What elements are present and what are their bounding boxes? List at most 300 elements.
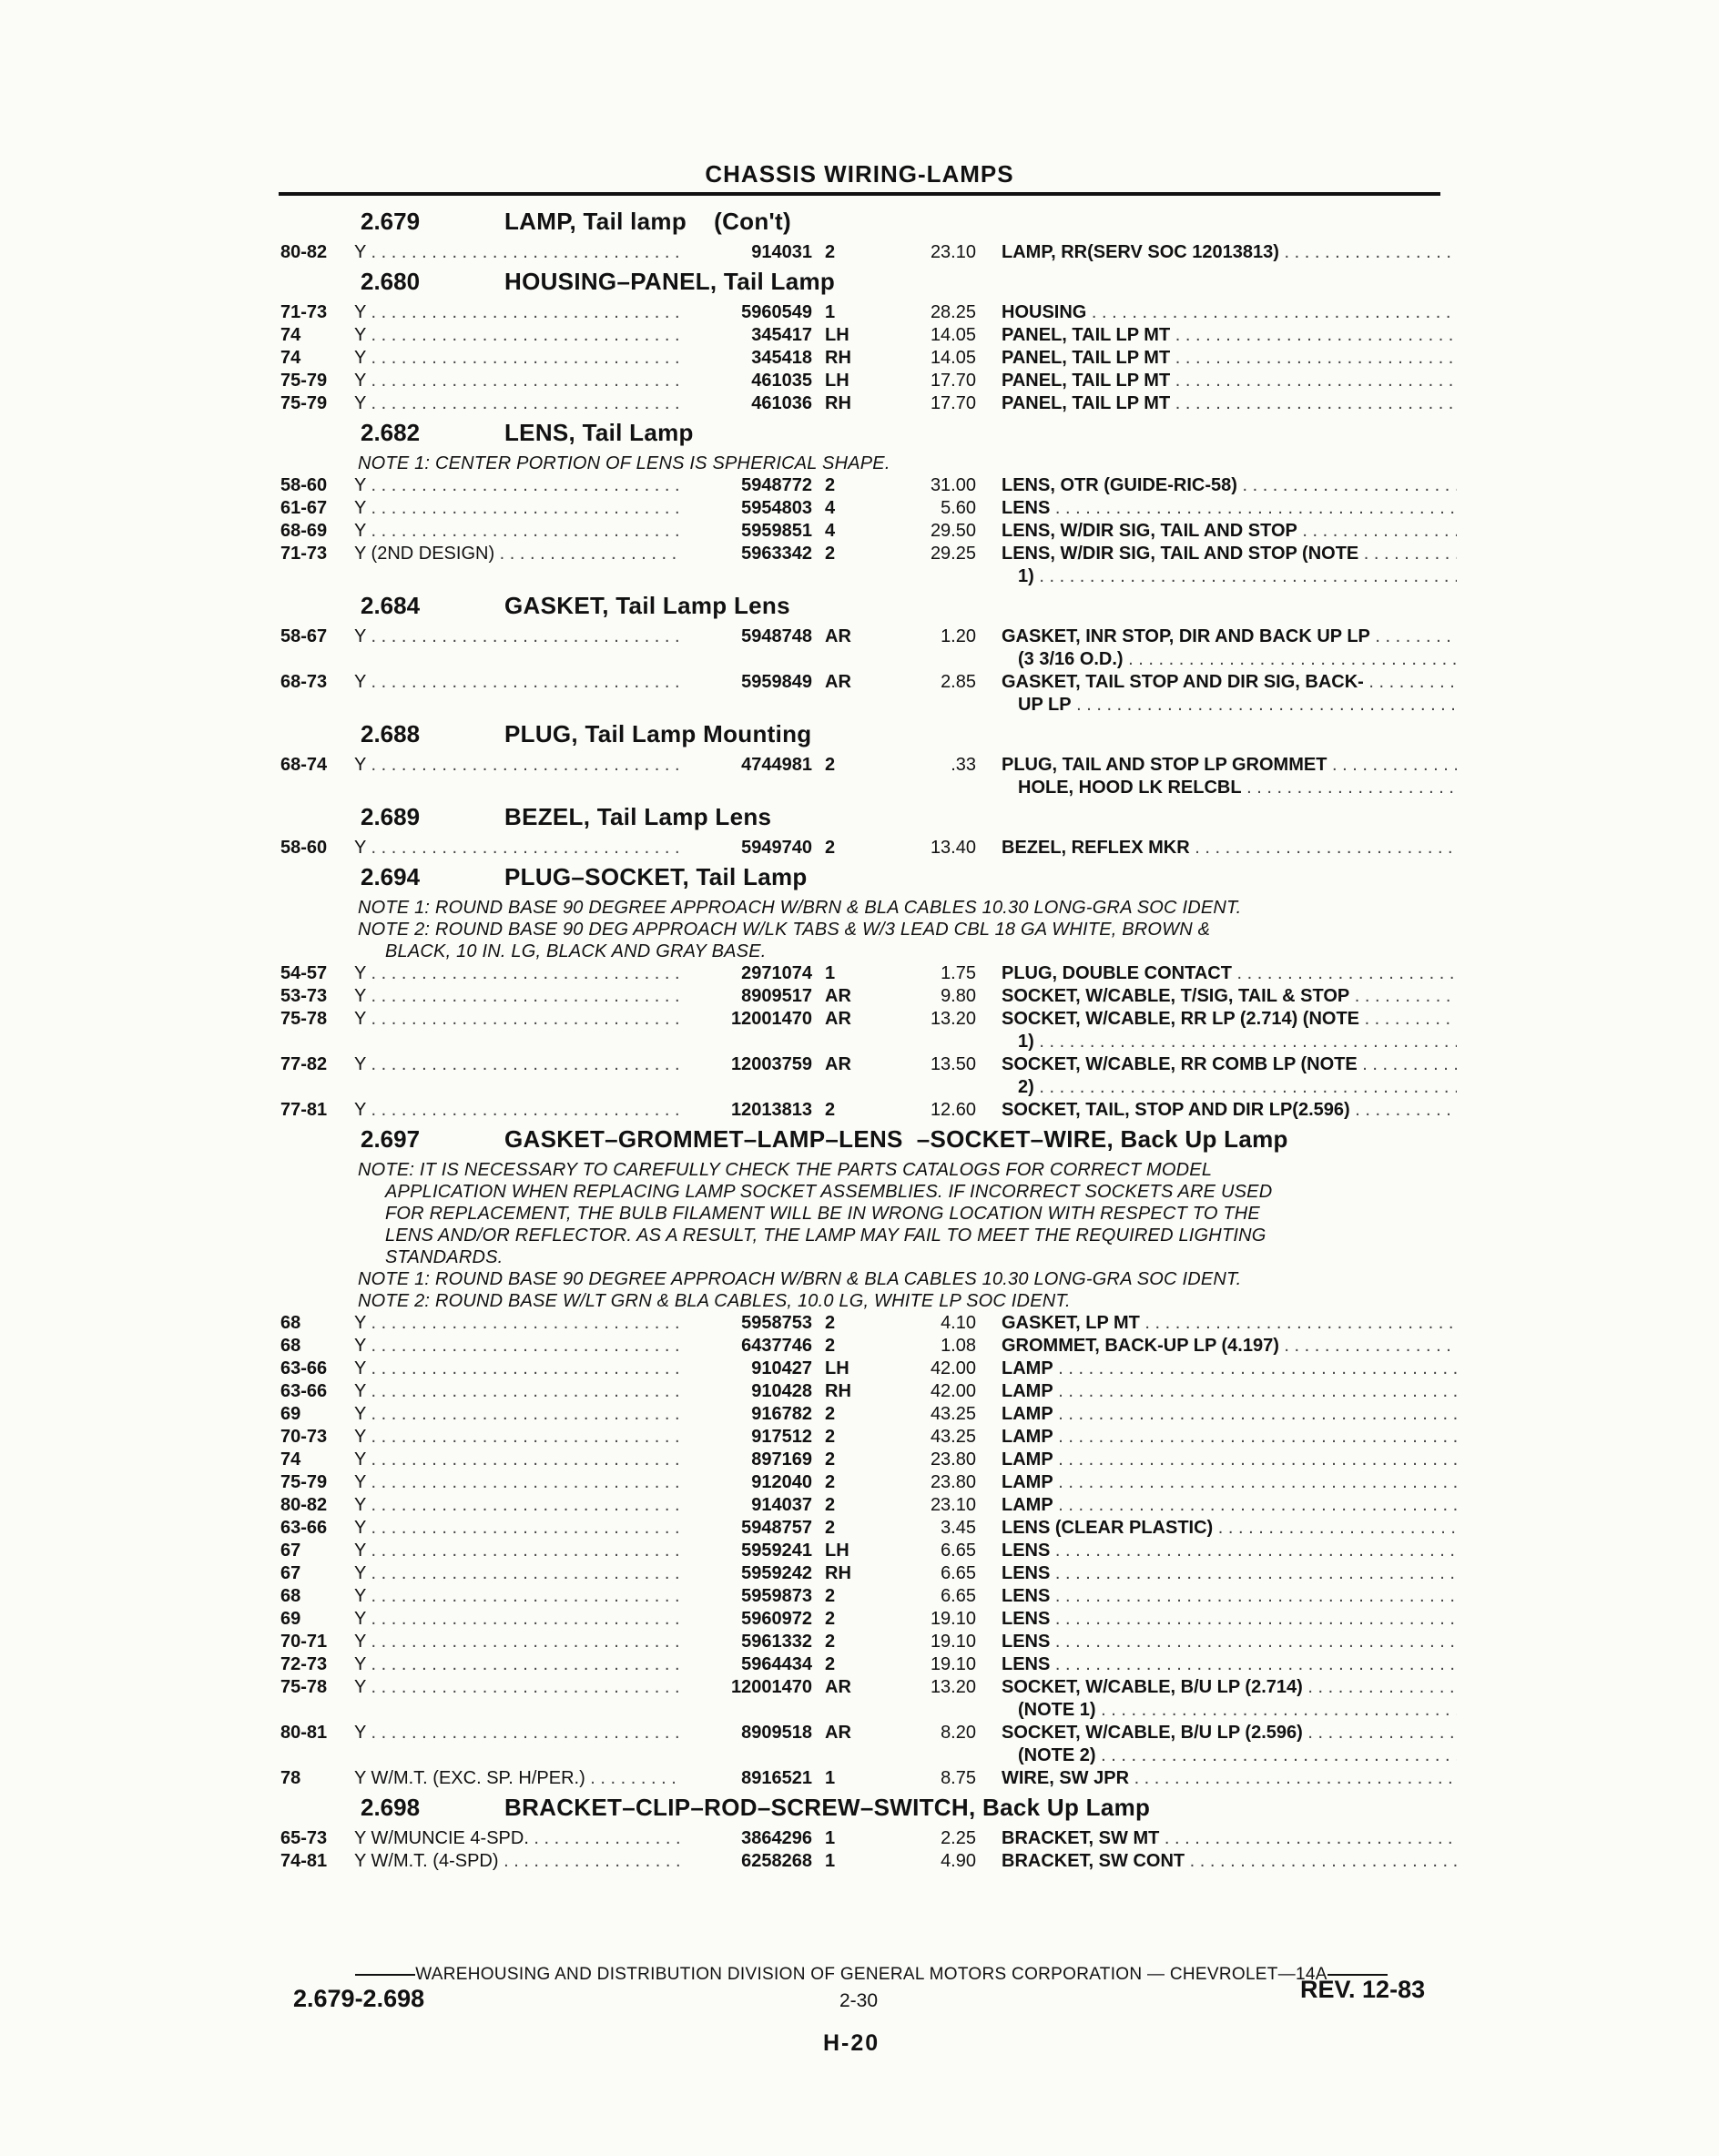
part-number: 2971074 bbox=[741, 963, 812, 983]
description-line: LENS (CLEAR PLASTIC) . . . bbox=[1002, 1517, 1457, 1540]
description bbox=[1002, 347, 1457, 370]
part-row bbox=[273, 1827, 1457, 1850]
section-number: 2.682 bbox=[361, 419, 421, 446]
part-number: 914037 bbox=[751, 1495, 812, 1515]
quantity: 2 bbox=[825, 1632, 836, 1652]
description-line: GASKET, TAIL STOP AND DIR SIG, BACK- . . . bbox=[1002, 671, 1457, 694]
description bbox=[1002, 543, 1457, 588]
quantity: 1 bbox=[825, 302, 836, 322]
price: .33 bbox=[951, 755, 976, 775]
price: 1.20 bbox=[941, 626, 976, 646]
price: 43.25 bbox=[930, 1427, 976, 1447]
application: Y . . . bbox=[354, 324, 682, 347]
description-line: PANEL, TAIL LP MT . . . bbox=[1002, 324, 1457, 347]
part-number: 5959241 bbox=[741, 1541, 812, 1561]
application: Y . . . bbox=[354, 1540, 682, 1562]
description-line: 2) . . . bbox=[1002, 1076, 1457, 1099]
section-header bbox=[273, 592, 1457, 625]
description-line: PLUG, DOUBLE CONTACT . . . bbox=[1002, 962, 1457, 985]
application: Y . . . bbox=[354, 301, 682, 324]
application: Y . . . bbox=[354, 1358, 682, 1380]
description bbox=[1002, 671, 1457, 717]
quantity: LH bbox=[825, 371, 849, 391]
model-years: 63-66 bbox=[280, 1518, 328, 1538]
part-number: 916782 bbox=[751, 1404, 812, 1424]
part-number: 5960972 bbox=[741, 1609, 812, 1629]
description bbox=[1002, 962, 1457, 985]
part-row bbox=[273, 1312, 1457, 1335]
description bbox=[1002, 324, 1457, 347]
page-title: CHASSIS WIRING-LAMPS bbox=[705, 160, 1014, 188]
part-number: 12001470 bbox=[731, 1009, 812, 1029]
model-years: 61-67 bbox=[280, 498, 328, 518]
section-header bbox=[273, 1794, 1457, 1827]
application: Y . . . bbox=[354, 1585, 682, 1608]
model-years: 75-79 bbox=[280, 393, 328, 413]
footer-section-range: 2.679-2.698 bbox=[293, 1985, 425, 2012]
model-years: 68-69 bbox=[280, 521, 328, 541]
quantity: 4 bbox=[825, 521, 836, 541]
model-years: 53-73 bbox=[280, 986, 328, 1006]
part-number: 5949740 bbox=[741, 838, 812, 858]
description bbox=[1002, 497, 1457, 520]
model-years: 75-78 bbox=[280, 1009, 328, 1029]
description bbox=[1002, 1827, 1457, 1850]
part-number: 461036 bbox=[751, 393, 812, 413]
model-years: 74 bbox=[280, 348, 301, 368]
model-years: 75-79 bbox=[280, 1472, 328, 1492]
description bbox=[1002, 1380, 1457, 1403]
quantity: AR bbox=[825, 1054, 851, 1074]
description-line: LAMP . . . bbox=[1002, 1471, 1457, 1494]
part-row bbox=[273, 671, 1457, 717]
note-text: NOTE 2: ROUND BASE 90 DEG APPROACH W/LK TABS & W/3 LEAD CBL 18 GA WHITE, BROWN & bbox=[358, 920, 1211, 940]
description-line: LENS, OTR (GUIDE-RIC-58) . . . bbox=[1002, 474, 1457, 497]
part-number: 5948748 bbox=[741, 626, 812, 646]
price: 19.10 bbox=[930, 1632, 976, 1652]
description bbox=[1002, 1767, 1457, 1790]
model-years: 78 bbox=[280, 1768, 301, 1788]
application: Y . . . bbox=[354, 347, 682, 370]
model-years: 74 bbox=[280, 325, 301, 345]
description-line: SOCKET, TAIL, STOP AND DIR LP(2.596) . . . bbox=[1002, 1099, 1457, 1122]
description bbox=[1002, 1335, 1457, 1358]
quantity: 2 bbox=[825, 1518, 836, 1538]
footer-publisher-line bbox=[293, 1965, 1449, 1985]
footer-page-number: 2-30 bbox=[839, 1990, 879, 2011]
model-years: 58-60 bbox=[280, 475, 328, 495]
price: 42.00 bbox=[930, 1381, 976, 1401]
part-number: 8909517 bbox=[741, 986, 812, 1006]
application: Y . . . bbox=[354, 1676, 682, 1699]
application: Y . . . bbox=[354, 241, 682, 264]
description bbox=[1002, 1426, 1457, 1449]
section-note bbox=[273, 1290, 1368, 1312]
note-continuation: LENS AND/OR REFLECTOR. AS A RESULT, THE LAMP MAY FAIL TO MEET THE REQUIRED LIGHTING bbox=[385, 1225, 1266, 1246]
part-row bbox=[273, 1380, 1457, 1403]
model-years: 63-66 bbox=[280, 1358, 328, 1378]
description bbox=[1002, 837, 1457, 859]
part-row bbox=[273, 241, 1457, 264]
price: 13.40 bbox=[930, 838, 976, 858]
section-header bbox=[273, 419, 1457, 453]
quantity: 2 bbox=[825, 1609, 836, 1629]
note-text: NOTE 2: ROUND BASE W/LT GRN & BLA CABLES, 10.0 LG, WHITE LP SOC IDENT. bbox=[358, 1291, 1071, 1311]
application: Y . . . bbox=[354, 1099, 682, 1122]
description bbox=[1002, 1008, 1457, 1053]
part-row bbox=[273, 497, 1457, 520]
application: Y . . . bbox=[354, 962, 682, 985]
section-header bbox=[273, 268, 1457, 301]
part-row bbox=[273, 543, 1457, 588]
section-title: PLUG–SOCKET, Tail Lamp bbox=[504, 863, 808, 890]
quantity: 2 bbox=[825, 1495, 836, 1515]
description-line: LAMP . . . bbox=[1002, 1494, 1457, 1517]
price: 4.10 bbox=[941, 1313, 976, 1333]
quantity: AR bbox=[825, 626, 851, 646]
application: Y . . . bbox=[354, 1608, 682, 1631]
quantity: 2 bbox=[825, 1472, 836, 1492]
price: 1.75 bbox=[941, 963, 976, 983]
quantity: LH bbox=[825, 1358, 849, 1378]
description bbox=[1002, 1449, 1457, 1471]
part-number: 8916521 bbox=[741, 1768, 812, 1788]
application: Y . . . bbox=[354, 671, 682, 694]
part-row bbox=[273, 1008, 1457, 1053]
model-years: 74-81 bbox=[280, 1851, 328, 1871]
description bbox=[1002, 1585, 1457, 1608]
part-number: 910427 bbox=[751, 1358, 812, 1378]
description bbox=[1002, 370, 1457, 392]
description-line: (NOTE 2) . . . bbox=[1002, 1744, 1457, 1767]
part-number: 5963342 bbox=[741, 544, 812, 564]
model-years: 68-74 bbox=[280, 755, 328, 775]
model-years: 58-67 bbox=[280, 626, 328, 646]
model-years: 70-71 bbox=[280, 1632, 328, 1652]
description-line: SOCKET, W/CABLE, B/U LP (2.714) . . . bbox=[1002, 1676, 1457, 1699]
part-row bbox=[273, 625, 1457, 671]
section-title: PLUG, Tail Lamp Mounting bbox=[504, 720, 812, 747]
description bbox=[1002, 625, 1457, 671]
part-row bbox=[273, 1517, 1457, 1540]
note-text: NOTE 1: CENTER PORTION OF LENS IS SPHERICAL SHAPE. bbox=[358, 453, 890, 473]
price: 6.65 bbox=[941, 1586, 976, 1606]
part-row bbox=[273, 347, 1457, 370]
price: 23.80 bbox=[930, 1472, 976, 1492]
price: 8.20 bbox=[941, 1723, 976, 1743]
model-years: 65-73 bbox=[280, 1828, 328, 1848]
part-number: 3864296 bbox=[741, 1828, 812, 1848]
application: Y . . . bbox=[354, 1517, 682, 1540]
description-line: BRACKET, SW CONT . . . bbox=[1002, 1850, 1457, 1873]
part-row bbox=[273, 1676, 1457, 1722]
quantity: 2 bbox=[825, 1449, 836, 1470]
application: Y . . . bbox=[354, 1471, 682, 1494]
description-line: 1) . . . bbox=[1002, 565, 1457, 588]
part-number: 5948772 bbox=[741, 475, 812, 495]
description-line: LENS . . . bbox=[1002, 1540, 1457, 1562]
application: Y . . . bbox=[354, 1335, 682, 1358]
description-line: SOCKET, W/CABLE, RR COMB LP (NOTE . . . bbox=[1002, 1053, 1457, 1076]
model-years: 80-82 bbox=[280, 1495, 328, 1515]
application: Y . . . bbox=[354, 1053, 682, 1076]
page-id: H-20 bbox=[823, 2030, 880, 2056]
description-line: LENS . . . bbox=[1002, 497, 1457, 520]
description-line: LENS, W/DIR SIG, TAIL AND STOP (NOTE . . . bbox=[1002, 543, 1457, 565]
section-title: HOUSING–PANEL, Tail Lamp bbox=[504, 268, 836, 295]
quantity: 2 bbox=[825, 544, 836, 564]
price: 19.10 bbox=[930, 1609, 976, 1629]
part-row bbox=[273, 370, 1457, 392]
description-line: GROMMET, BACK-UP LP (4.197) . . . bbox=[1002, 1335, 1457, 1358]
description bbox=[1002, 1099, 1457, 1122]
description-line: LAMP, RR(SERV SOC 12013813) . . . bbox=[1002, 241, 1457, 264]
description-line: HOLE, HOOD LK RELCBL . . . bbox=[1002, 777, 1457, 799]
header-rule bbox=[279, 192, 1440, 196]
application: Y (2ND DESIGN) . . . bbox=[354, 543, 682, 565]
quantity: AR bbox=[825, 672, 851, 692]
part-number: 8909518 bbox=[741, 1723, 812, 1743]
part-row bbox=[273, 1767, 1457, 1790]
part-row bbox=[273, 1099, 1457, 1122]
application: Y . . . bbox=[354, 1380, 682, 1403]
description bbox=[1002, 754, 1457, 799]
quantity: 1 bbox=[825, 1828, 836, 1848]
model-years: 63-66 bbox=[280, 1381, 328, 1401]
model-years: 69 bbox=[280, 1404, 301, 1424]
price: 31.00 bbox=[930, 475, 976, 495]
application: Y . . . bbox=[354, 520, 682, 543]
description-line: LAMP . . . bbox=[1002, 1403, 1457, 1426]
price: 8.75 bbox=[941, 1768, 976, 1788]
quantity: 2 bbox=[825, 1100, 836, 1120]
description bbox=[1002, 1403, 1457, 1426]
section-title: LAMP, Tail lamp (Con't) bbox=[504, 208, 791, 235]
price: 13.20 bbox=[930, 1009, 976, 1029]
part-row bbox=[273, 392, 1457, 415]
description bbox=[1002, 1471, 1457, 1494]
part-number: 5959873 bbox=[741, 1586, 812, 1606]
model-years: 54-57 bbox=[280, 963, 328, 983]
part-number: 897169 bbox=[751, 1449, 812, 1470]
section-note bbox=[273, 919, 1368, 962]
part-row bbox=[273, 1722, 1457, 1767]
model-years: 75-79 bbox=[280, 371, 328, 391]
part-row bbox=[273, 520, 1457, 543]
part-row bbox=[273, 1449, 1457, 1471]
model-years: 70-73 bbox=[280, 1427, 328, 1447]
description bbox=[1002, 1676, 1457, 1722]
price: 23.10 bbox=[930, 1495, 976, 1515]
part-row bbox=[273, 1471, 1457, 1494]
application: Y W/M.T. (4-SPD) . . . bbox=[354, 1850, 682, 1873]
part-number: 5959242 bbox=[741, 1563, 812, 1583]
section-number: 2.688 bbox=[361, 720, 421, 747]
description bbox=[1002, 1494, 1457, 1517]
description-line: PANEL, TAIL LP MT . . . bbox=[1002, 392, 1457, 415]
price: 17.70 bbox=[930, 393, 976, 413]
model-years: 68 bbox=[280, 1336, 301, 1356]
model-years: 71-73 bbox=[280, 302, 328, 322]
model-years: 80-81 bbox=[280, 1723, 328, 1743]
price: 23.80 bbox=[930, 1449, 976, 1470]
quantity: 1 bbox=[825, 1851, 836, 1871]
price: 1.08 bbox=[941, 1336, 976, 1356]
part-number: 6258268 bbox=[741, 1851, 812, 1871]
section-note bbox=[273, 897, 1368, 919]
part-row bbox=[273, 1653, 1457, 1676]
description-line: (NOTE 1) . . . bbox=[1002, 1699, 1457, 1722]
description bbox=[1002, 301, 1457, 324]
part-number: 12003759 bbox=[731, 1054, 812, 1074]
quantity: 2 bbox=[825, 838, 836, 858]
price: 13.20 bbox=[930, 1677, 976, 1697]
description-line: BEZEL, REFLEX MKR . . . bbox=[1002, 837, 1457, 859]
quantity: AR bbox=[825, 986, 851, 1006]
part-number: 12013813 bbox=[731, 1100, 812, 1120]
quantity: 1 bbox=[825, 1768, 836, 1788]
part-number: 5964434 bbox=[741, 1654, 812, 1674]
application: Y . . . bbox=[354, 985, 682, 1008]
application: Y . . . bbox=[354, 1562, 682, 1585]
model-years: 72-73 bbox=[280, 1654, 328, 1674]
price: 42.00 bbox=[930, 1358, 976, 1378]
model-years: 71-73 bbox=[280, 544, 328, 564]
note-continuation: BLACK, 10 IN. LG, BLACK AND GRAY BASE. bbox=[385, 941, 767, 961]
quantity: RH bbox=[825, 1563, 851, 1583]
part-number: 910428 bbox=[751, 1381, 812, 1401]
quantity: LH bbox=[825, 1541, 849, 1561]
part-row bbox=[273, 1053, 1457, 1099]
note-continuation: FOR REPLACEMENT, THE BULB FILAMENT WILL BE IN WRONG LOCATION WITH RESPECT TO THE bbox=[385, 1204, 1260, 1224]
part-row bbox=[273, 962, 1457, 985]
price: 6.65 bbox=[941, 1563, 976, 1583]
price: 43.25 bbox=[930, 1404, 976, 1424]
model-years: 69 bbox=[280, 1609, 301, 1629]
price: 17.70 bbox=[930, 371, 976, 391]
part-row bbox=[273, 985, 1457, 1008]
description bbox=[1002, 1562, 1457, 1585]
section-title: GASKET–GROMMET–LAMP–LENS –SOCKET–WIRE, Back Up Lamp bbox=[504, 1125, 1288, 1153]
section-number: 2.680 bbox=[361, 268, 421, 295]
description-line: LENS . . . bbox=[1002, 1608, 1457, 1631]
price: 14.05 bbox=[930, 348, 976, 368]
part-row bbox=[273, 1403, 1457, 1426]
application: Y . . . bbox=[354, 1722, 682, 1744]
part-number: 5960549 bbox=[741, 302, 812, 322]
description-line: LENS . . . bbox=[1002, 1653, 1457, 1676]
application: Y . . . bbox=[354, 474, 682, 497]
part-row bbox=[273, 1608, 1457, 1631]
part-number: 912040 bbox=[751, 1472, 812, 1492]
application: Y . . . bbox=[354, 1312, 682, 1335]
section-header bbox=[273, 863, 1457, 897]
price: 14.05 bbox=[930, 325, 976, 345]
price: 29.25 bbox=[930, 544, 976, 564]
part-number: 5948757 bbox=[741, 1518, 812, 1538]
part-number: 917512 bbox=[751, 1427, 812, 1447]
part-number: 6437746 bbox=[741, 1336, 812, 1356]
quantity: 1 bbox=[825, 963, 836, 983]
part-row bbox=[273, 837, 1457, 859]
description-line: PANEL, TAIL LP MT . . . bbox=[1002, 370, 1457, 392]
description bbox=[1002, 1722, 1457, 1767]
quantity: LH bbox=[825, 325, 849, 345]
description-line: LENS . . . bbox=[1002, 1585, 1457, 1608]
quantity: 2 bbox=[825, 475, 836, 495]
note-text: NOTE 1: ROUND BASE 90 DEGREE APPROACH W/BRN & BLA CABLES 10.30 LONG-GRA SOC IDENT. bbox=[358, 898, 1242, 918]
quantity: 2 bbox=[825, 1313, 836, 1333]
quantity: AR bbox=[825, 1723, 851, 1743]
application: Y . . . bbox=[354, 392, 682, 415]
price: 5.60 bbox=[941, 498, 976, 518]
part-row bbox=[273, 1585, 1457, 1608]
description bbox=[1002, 1850, 1457, 1873]
description-line: LENS . . . bbox=[1002, 1631, 1457, 1653]
description-line: PANEL, TAIL LP MT . . . bbox=[1002, 347, 1457, 370]
part-number: 914031 bbox=[751, 242, 812, 262]
part-row bbox=[273, 301, 1457, 324]
part-number: 5958753 bbox=[741, 1313, 812, 1333]
section-number: 2.697 bbox=[361, 1125, 421, 1153]
description-line: LENS, W/DIR SIG, TAIL AND STOP . . . bbox=[1002, 520, 1457, 543]
part-number: 5959849 bbox=[741, 672, 812, 692]
description-line: UP LP . . . bbox=[1002, 694, 1457, 717]
application: Y . . . bbox=[354, 625, 682, 648]
section-note bbox=[273, 1268, 1368, 1290]
section-header bbox=[273, 208, 1457, 241]
description-line: SOCKET, W/CABLE, RR LP (2.714) (NOTE . . . bbox=[1002, 1008, 1457, 1031]
quantity: 2 bbox=[825, 1404, 836, 1424]
application: Y . . . bbox=[354, 1653, 682, 1676]
description bbox=[1002, 1053, 1457, 1099]
price: 13.50 bbox=[930, 1054, 976, 1074]
part-row bbox=[273, 1358, 1457, 1380]
application: Y . . . bbox=[354, 1403, 682, 1426]
quantity: AR bbox=[825, 1677, 851, 1697]
description bbox=[1002, 520, 1457, 543]
price: 28.25 bbox=[930, 302, 976, 322]
quantity: 2 bbox=[825, 242, 836, 262]
note-continuation: APPLICATION WHEN REPLACING LAMP SOCKET ASSEMBLIES. IF INCORRECT SOCKETS ARE USED bbox=[385, 1182, 1273, 1202]
price: 4.90 bbox=[941, 1851, 976, 1871]
description bbox=[1002, 985, 1457, 1008]
section-note bbox=[273, 453, 1368, 474]
quantity: RH bbox=[825, 393, 851, 413]
part-number: 4744981 bbox=[741, 755, 812, 775]
description bbox=[1002, 474, 1457, 497]
quantity: 2 bbox=[825, 1427, 836, 1447]
section-title: GASKET, Tail Lamp Lens bbox=[504, 592, 790, 619]
description bbox=[1002, 1358, 1457, 1380]
description-line: GASKET, INR STOP, DIR AND BACK UP LP . . . bbox=[1002, 625, 1457, 648]
parts-listing bbox=[273, 204, 1457, 1873]
part-number: 345418 bbox=[751, 348, 812, 368]
part-row bbox=[273, 1562, 1457, 1585]
application: Y . . . bbox=[354, 1426, 682, 1449]
quantity: 2 bbox=[825, 1586, 836, 1606]
application: Y . . . bbox=[354, 370, 682, 392]
application: Y . . . bbox=[354, 1494, 682, 1517]
section-number: 2.689 bbox=[361, 803, 421, 830]
price: 23.10 bbox=[930, 242, 976, 262]
description bbox=[1002, 1653, 1457, 1676]
quantity: RH bbox=[825, 1381, 851, 1401]
part-row bbox=[273, 474, 1457, 497]
part-row bbox=[273, 1494, 1457, 1517]
description-line: SOCKET, W/CABLE, T/SIG, TAIL & STOP . . . bbox=[1002, 985, 1457, 1008]
price: 2.25 bbox=[941, 1828, 976, 1848]
